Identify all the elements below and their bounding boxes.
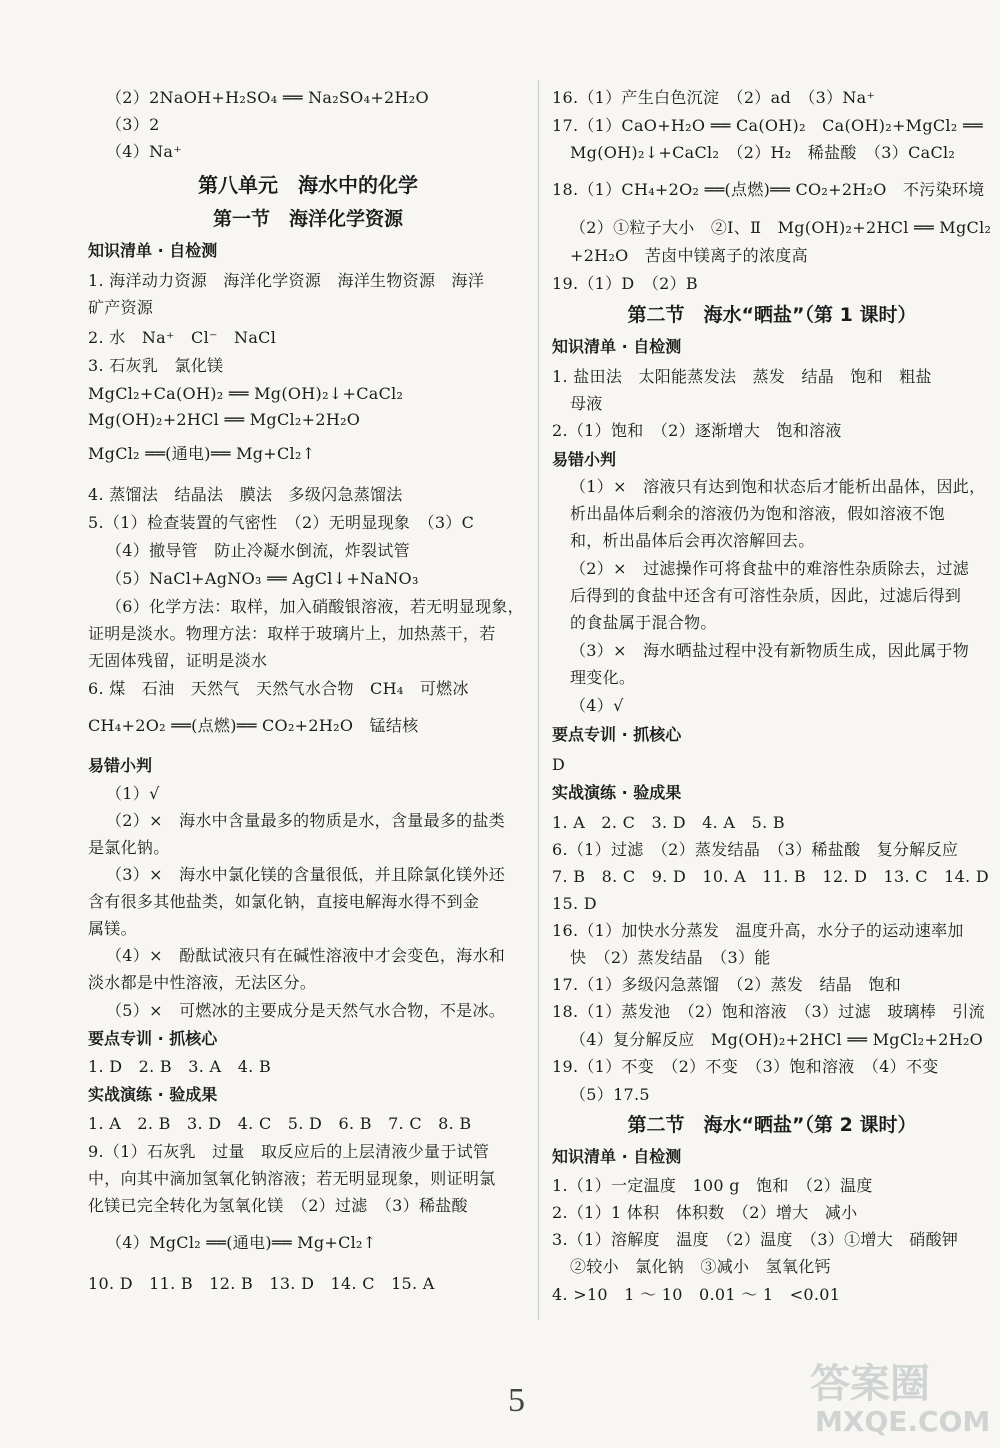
text-line: ②较小 氯化钠 ③减小 氢氧化钙 bbox=[570, 1257, 831, 1276]
text-line: 4. >10 1 ～ 10 0.01 ～ 1 <0.01 bbox=[552, 1285, 841, 1304]
text-line: 2.（1）1 体积 体积数 （2）增大 减小 bbox=[552, 1203, 858, 1222]
text-line: 含有很多其他盐类，如氯化钠，直接电解海水得不到金 bbox=[88, 892, 480, 911]
text-line: （1）√ bbox=[106, 784, 160, 803]
text-line: +2H₂O 苦卤中镁离子的浓度高 bbox=[570, 246, 808, 265]
text-line: MgCl₂ ══(通电)══ Mg+Cl₂↑ bbox=[88, 444, 316, 463]
text-line: 化镁已完全转化为氢氧化镁 （2）过滤 （3）稀盐酸 bbox=[88, 1196, 468, 1215]
text-line: 是氯化钠。 bbox=[88, 838, 170, 857]
text-line: （5）NaCl+AgNO₃ ══ AgCl↓+NaNO₃ bbox=[106, 569, 419, 588]
chapter-title: 第八单元 海水中的化学 bbox=[198, 173, 418, 197]
section-heading: 要点专训 · 抓核心 bbox=[552, 725, 682, 744]
text-line: 19.（1）D （2）B bbox=[552, 274, 698, 293]
section-heading: 知识清单 · 自检测 bbox=[88, 241, 218, 260]
text-line: 10. D 11. B 12. B 13. D 14. C 15. A bbox=[88, 1274, 435, 1293]
text-line: （4）复分解反应 Mg(OH)₂+2HCl ══ MgCl₂+2H₂O bbox=[570, 1030, 984, 1049]
text-line: 析出晶体后剩余的溶液仍为饱和溶液，假如溶液不饱 bbox=[570, 504, 945, 523]
text-line: 属镁。 bbox=[88, 919, 137, 938]
column-divider bbox=[538, 80, 539, 1320]
text-line: 2.（1）饱和 （2）逐渐增大 饱和溶液 bbox=[552, 421, 842, 440]
watermark-domain: MXQE.COM bbox=[815, 1405, 991, 1438]
text-line: 快 （2）蒸发结晶 （3）能 bbox=[570, 948, 771, 967]
section-heading: 知识清单 · 自检测 bbox=[552, 1147, 682, 1166]
watermark-brand: 答案圈 bbox=[810, 1361, 930, 1407]
text-line: （2）× 过滤操作可将食盐中的难溶性杂质除去，过滤 bbox=[570, 559, 970, 578]
text-line: 4. 蒸馏法 结晶法 膜法 多级闪急蒸馏法 bbox=[88, 485, 403, 504]
section-heading: 易错小判 bbox=[552, 450, 617, 469]
text-line: （3）× 海水中氯化镁的含量很低，并且除氯化镁外还 bbox=[106, 865, 506, 884]
chapter-title: 第二节 海水“晒盐”（第 1 课时） bbox=[627, 304, 917, 326]
chapter-title: 第一节 海洋化学资源 bbox=[212, 208, 403, 230]
text-line: D bbox=[552, 755, 566, 774]
text-line: 6. 煤 石油 天然气 天然气水合物 CH₄ 可燃冰 bbox=[88, 679, 469, 698]
text-line: （4）√ bbox=[570, 696, 624, 715]
section-heading: 实战演练 · 验成果 bbox=[88, 1085, 218, 1104]
text-line: （4）× 酚酞试液只有在碱性溶液中才会变色，海水和 bbox=[106, 946, 506, 965]
text-line: 16.（1）产生白色沉淀 （2）ad （3）Na⁺ bbox=[552, 88, 876, 107]
text-line: 淡水都是中性溶液，无法区分。 bbox=[88, 973, 317, 992]
section-heading: 易错小判 bbox=[88, 756, 153, 775]
text-line: （5）× 可燃冰的主要成分是天然气水合物，不是冰。 bbox=[106, 1001, 506, 1020]
text-line: （2）× 海水中含量最多的物质是水，含量最多的盐类 bbox=[106, 811, 506, 830]
text-line: 矿产资源 bbox=[88, 298, 154, 317]
text-line: （2）①粒子大小 ②Ⅰ、Ⅱ Mg(OH)₂+2HCl ══ MgCl₂ bbox=[570, 218, 992, 237]
text-line: （6）化学方法：取样，加入硝酸银溶液，若无明显现象， bbox=[106, 597, 524, 616]
text-line: （4）MgCl₂ ══(通电)══ Mg+Cl₂↑ bbox=[106, 1233, 377, 1252]
text-line: 和，析出晶体后会再次溶解回去。 bbox=[570, 531, 815, 550]
text-line: 17.（1）CaO+H₂O ══ Ca(OH)₂ Ca(OH)₂+MgCl₂ ══ bbox=[552, 116, 983, 135]
section-heading: 实战演练 · 验成果 bbox=[552, 783, 682, 802]
text-line: 6.（1）过滤 （2）蒸发结晶 （3）稀盐酸 复分解反应 bbox=[552, 840, 959, 859]
text-line: （3）2 bbox=[106, 115, 160, 134]
section-heading: 要点专训 · 抓核心 bbox=[88, 1029, 218, 1048]
text-line: CH₄+2O₂ ══(点燃)══ CO₂+2H₂O 锰结核 bbox=[88, 716, 419, 735]
text-line: 1. A 2. C 3. D 4. A 5. B bbox=[552, 813, 785, 832]
text-line: 18.（1）CH₄+2O₂ ══(点燃)══ CO₂+2H₂O 不污染环境 bbox=[552, 180, 985, 199]
text-line: （2）2NaOH+H₂SO₄ ══ Na₂SO₄+2H₂O bbox=[106, 88, 429, 107]
text-line: 中，向其中滴加氢氧化钠溶液；若无明显现象，则证明氯 bbox=[88, 1169, 496, 1188]
text-line: 19.（1）不变 （2）不变 （3）饱和溶液 （4）不变 bbox=[552, 1057, 939, 1076]
text-line: 5.（1）检查装置的气密性 （2）无明显现象 （3）C bbox=[88, 513, 475, 532]
text-line: 18.（1）蒸发池 （2）饱和溶液 （3）过滤 玻璃棒 引流 bbox=[552, 1002, 985, 1021]
page-number-handwritten: 5 bbox=[508, 1382, 525, 1419]
text-line: 母液 bbox=[570, 394, 603, 413]
text-line: （3）× 海水晒盐过程中没有新物质生成，因此属于物 bbox=[570, 641, 970, 660]
text-line: 15. D bbox=[552, 894, 597, 913]
text-line: 理变化。 bbox=[570, 668, 636, 687]
text-line: （1）× 溶液只有达到饱和状态后才能析出晶体，因此， bbox=[570, 477, 986, 496]
text-line: MgCl₂+Ca(OH)₂ ══ Mg(OH)₂↓+CaCl₂ bbox=[88, 384, 404, 403]
text-line: Mg(OH)₂+2HCl ══ MgCl₂+2H₂O bbox=[88, 410, 361, 429]
text-line: 1. D 2. B 3. A 4. B bbox=[88, 1057, 272, 1076]
chapter-title: 第二节 海水“晒盐”（第 2 课时） bbox=[627, 1114, 917, 1136]
text-line: 16.（1）加快水分蒸发 温度升高，水分子的运动速率加 bbox=[552, 921, 964, 940]
text-line: 3. 石灰乳 氯化镁 bbox=[88, 356, 224, 375]
text-line: 9.（1）石灰乳 过量 取反应后的上层清液少量于试管 bbox=[88, 1142, 490, 1161]
text-line: （4）撤导管 防止冷凝水倒流，炸裂试管 bbox=[106, 541, 410, 560]
text-line: 1. 海洋动力资源 海洋化学资源 海洋生物资源 海洋 bbox=[88, 271, 485, 290]
text-line: 无固体残留，证明是淡水 bbox=[88, 651, 268, 670]
text-line: 1. A 2. B 3. D 4. C 5. D 6. B 7. C 8. B bbox=[88, 1114, 472, 1133]
text-line: 的食盐属于混合物。 bbox=[570, 613, 717, 632]
section-heading: 知识清单 · 自检测 bbox=[552, 337, 682, 356]
text-line: 1.（1）一定温度 100 g 饱和 （2）温度 bbox=[552, 1176, 873, 1195]
text-line: 7. B 8. C 9. D 10. A 11. B 12. D 13. C 14. D bbox=[552, 867, 989, 886]
text-line: 17.（1）多级闪急蒸馏 （2）蒸发 结晶 饱和 bbox=[552, 975, 902, 994]
text-line: 后得到的食盐中还含有可溶性杂质，因此，过滤后得到 bbox=[570, 586, 962, 605]
text-line: 证明是淡水。物理方法：取样于玻璃片上，加热蒸干，若 bbox=[88, 624, 496, 643]
text-line: 2. 水 Na⁺ Cl⁻ NaCl bbox=[88, 328, 277, 347]
text-line: 1. 盐田法 太阳能蒸发法 蒸发 结晶 饱和 粗盐 bbox=[552, 367, 932, 386]
text-line: Mg(OH)₂↓+CaCl₂ （2）H₂ 稀盐酸 （3）CaCl₂ bbox=[570, 143, 956, 162]
text-line: （5）17.5 bbox=[570, 1085, 650, 1104]
text-line: （4）Na⁺ bbox=[106, 142, 182, 161]
text-line: 3.（1）溶解度 温度 （2）温度 （3）①增大 硝酸钾 bbox=[552, 1230, 959, 1249]
